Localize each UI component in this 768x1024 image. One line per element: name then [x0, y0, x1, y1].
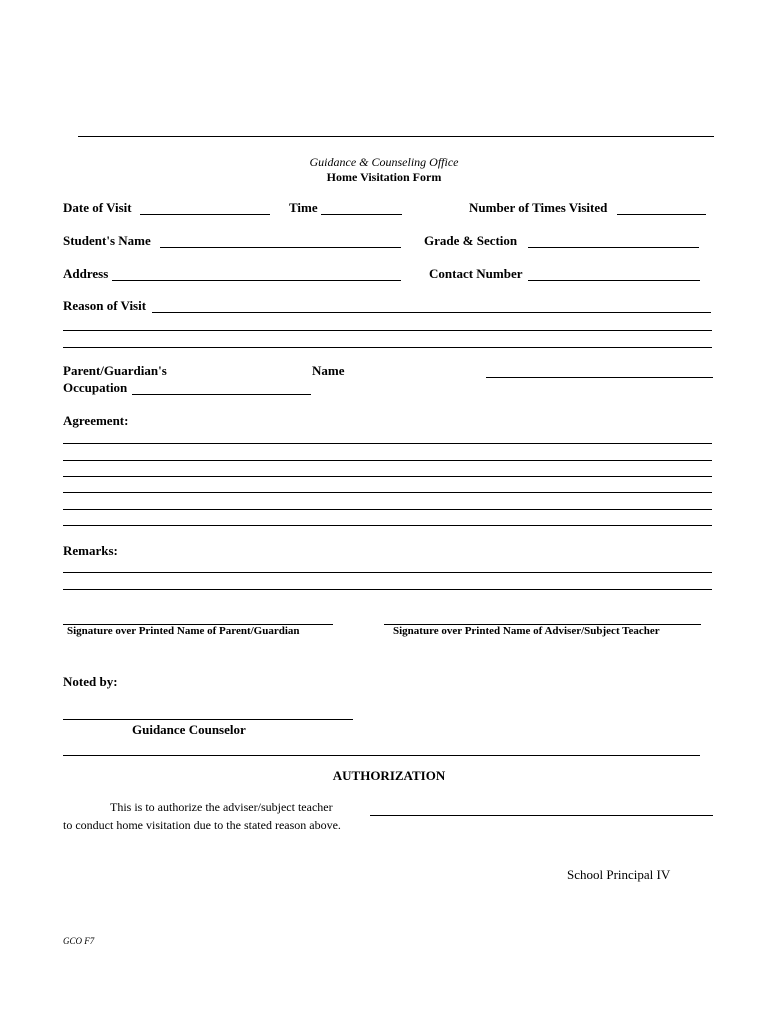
parent-signature-caption: Signature over Printed Name of Parent/Guardian	[67, 625, 300, 637]
top-rule	[78, 136, 714, 137]
reason-line-1[interactable]	[152, 312, 711, 313]
remarks-label: Remarks:	[63, 543, 118, 558]
agreement-line-1[interactable]	[63, 443, 712, 444]
date-of-visit-field[interactable]	[140, 214, 270, 215]
counselor-signature-line[interactable]	[63, 719, 353, 720]
contact-number-label: Contact Number	[429, 266, 523, 281]
student-name-label: Student's Name	[63, 233, 151, 248]
form-title: Home Visitation Form	[326, 170, 442, 184]
address-field[interactable]	[112, 280, 401, 281]
section-separator	[63, 755, 700, 756]
adviser-name-field[interactable]	[370, 815, 713, 816]
grade-section-field[interactable]	[528, 247, 699, 248]
parent-guardian-label: Parent/Guardian's	[63, 363, 167, 378]
adviser-signature-caption: Signature over Printed Name of Adviser/Subject Teacher	[393, 625, 660, 637]
office-name: Guidance & Counseling Office	[309, 155, 459, 169]
reason-label: Reason of Visit	[63, 298, 147, 313]
noted-by-label: Noted by:	[63, 674, 118, 689]
name-label: Name	[312, 363, 345, 378]
student-name-field[interactable]	[160, 247, 401, 248]
reason-line-2[interactable]	[63, 330, 712, 331]
agreement-line-6[interactable]	[63, 525, 712, 526]
guidance-counselor-caption: Guidance Counselor	[132, 722, 246, 737]
address-label: Address	[63, 266, 109, 281]
contact-number-field[interactable]	[528, 280, 700, 281]
authorization-text-2: to conduct home visitation due to the stated reason above.	[63, 818, 341, 832]
principal-title: School Principal IV	[567, 867, 671, 882]
time-label: Time	[289, 200, 318, 215]
agreement-label: Agreement:	[63, 413, 129, 428]
form-code: GCO F7	[63, 936, 95, 946]
agreement-line-2[interactable]	[63, 460, 712, 461]
agreement-line-3[interactable]	[63, 476, 712, 477]
authorization-heading: AUTHORIZATION	[332, 768, 446, 783]
authorization-text-1: This is to authorize the adviser/subject teacher	[110, 800, 333, 814]
date-of-visit-label: Date of Visit	[63, 200, 132, 215]
occupation-label: Occupation	[63, 380, 128, 395]
times-visited-field[interactable]	[617, 214, 706, 215]
occupation-field[interactable]	[132, 394, 311, 395]
agreement-line-4[interactable]	[63, 492, 712, 493]
grade-section-label: Grade & Section	[424, 233, 518, 248]
reason-line-3[interactable]	[63, 347, 712, 348]
times-visited-label: Number of Times Visited	[469, 200, 608, 215]
parent-name-field[interactable]	[486, 377, 713, 378]
time-field[interactable]	[321, 214, 402, 215]
agreement-line-5[interactable]	[63, 509, 712, 510]
remarks-line-2[interactable]	[63, 589, 712, 590]
remarks-line-1[interactable]	[63, 572, 712, 573]
